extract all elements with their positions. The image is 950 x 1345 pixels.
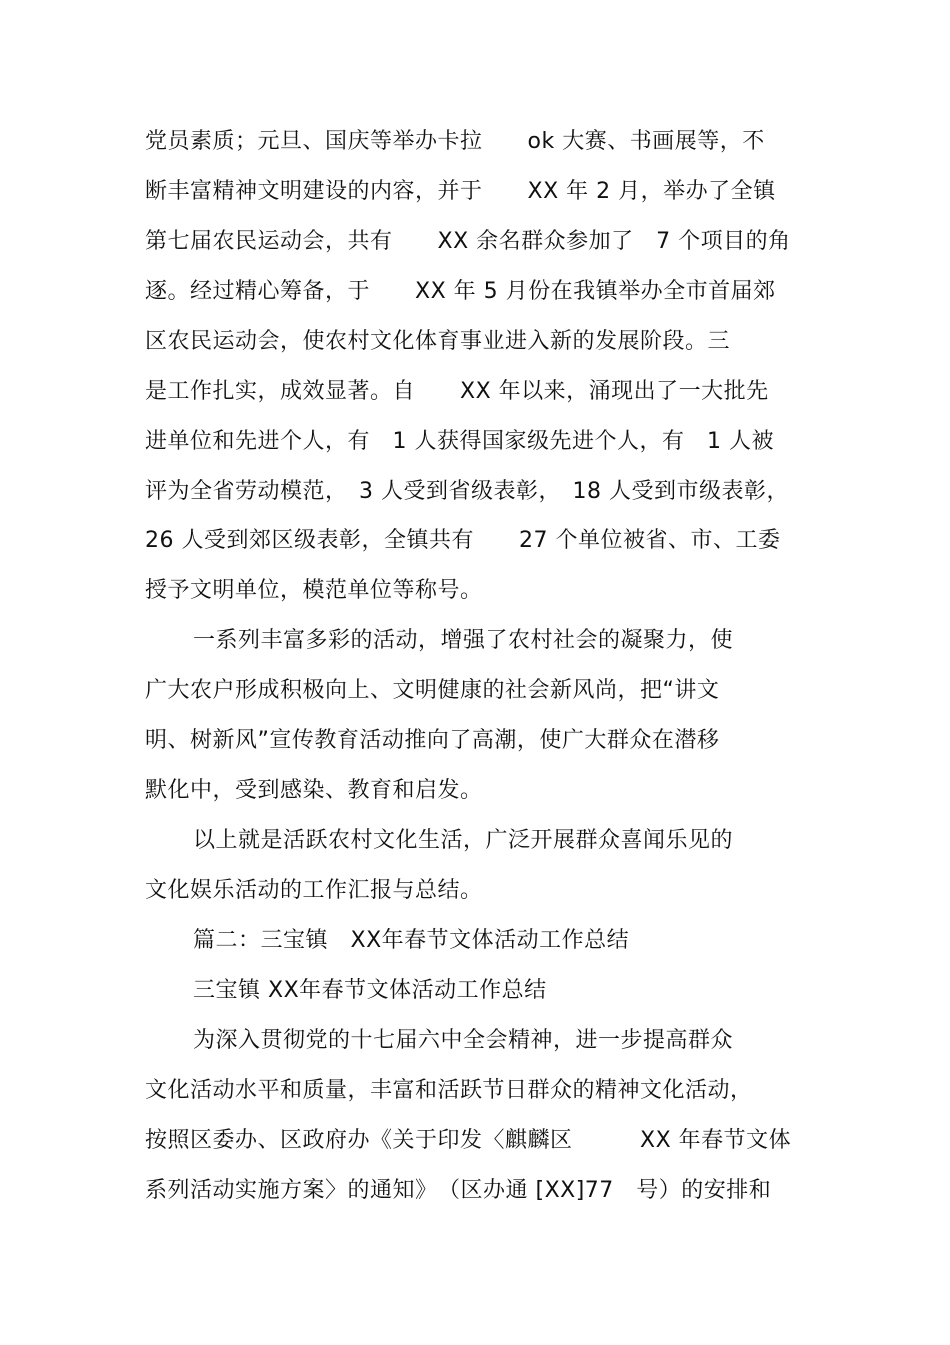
document-title: 三宝镇 XX年春节文体活动工作总结	[193, 978, 547, 1003]
text-line: 默化中，受到感染、教育和启发。	[145, 778, 483, 803]
text-line: 系列活动实施方案〉的通知》 （区办通 [XX]77 号）的安排和	[145, 1178, 772, 1203]
paragraph-start-line: 以上就是活跃农村文化生活，广泛开展群众喜闻乐见的	[193, 828, 734, 853]
text-line: 逐。经过精心筹备，于 XX 年 5 月份在我镇举办全市首届郊	[145, 279, 776, 304]
text-line: 广大农户形成积极向上、文明健康的社会新风尚，把“讲文	[145, 678, 720, 703]
text-line: 授予文明单位，模范单位等称号。	[145, 578, 483, 603]
text-line: 是工作扎实，成效显著。自 XX 年以来，涌现出了一大批先	[145, 379, 769, 404]
paragraph-start-line: 一系列丰富多彩的活动，增强了农村社会的凝聚力，使	[193, 628, 734, 653]
text-line: 第七届农民运动会，共有 XX 余名群众参加了 7 个项目的角	[145, 229, 791, 254]
text-line: 进单位和先进个人，有 1 人获得国家级先进个人，有 1 人被	[145, 429, 774, 454]
text-line: 文化娱乐活动的工作汇报与总结。	[145, 878, 483, 903]
text-line: 区农民运动会，使农村文化体育事业进入新的发展阶段。三	[145, 329, 731, 354]
text-line: 26 人受到郊区级表彰，全镇共有 27 个单位被省、市、工委	[145, 528, 781, 553]
text-line: 文化活动水平和质量，丰富和活跃节日群众的精神文化活动，	[145, 1078, 753, 1103]
paragraph-start-line: 为深入贯彻党的十七届六中全会精神，进一步提高群众	[193, 1028, 734, 1053]
section-heading: 篇二：三宝镇 XX年春节文体活动工作总结	[193, 928, 630, 953]
text-line: 党员素质；元旦、国庆等举办卡拉 ok 大赛、书画展等，不	[145, 129, 765, 154]
text-line: 按照区委办、区政府办《关于印发〈麒麟区 XX 年春节文体	[145, 1128, 792, 1153]
text-line: 断丰富精神文明建设的内容，并于 XX 年 2 月，举办了全镇	[145, 179, 776, 204]
text-line: 评为全省劳动模范， 3 人受到省级表彰， 18 人受到市级表彰，	[145, 479, 789, 504]
text-line: 明、树新风”宣传教育活动推向了高潮，使广大群众在潜移	[145, 728, 720, 753]
